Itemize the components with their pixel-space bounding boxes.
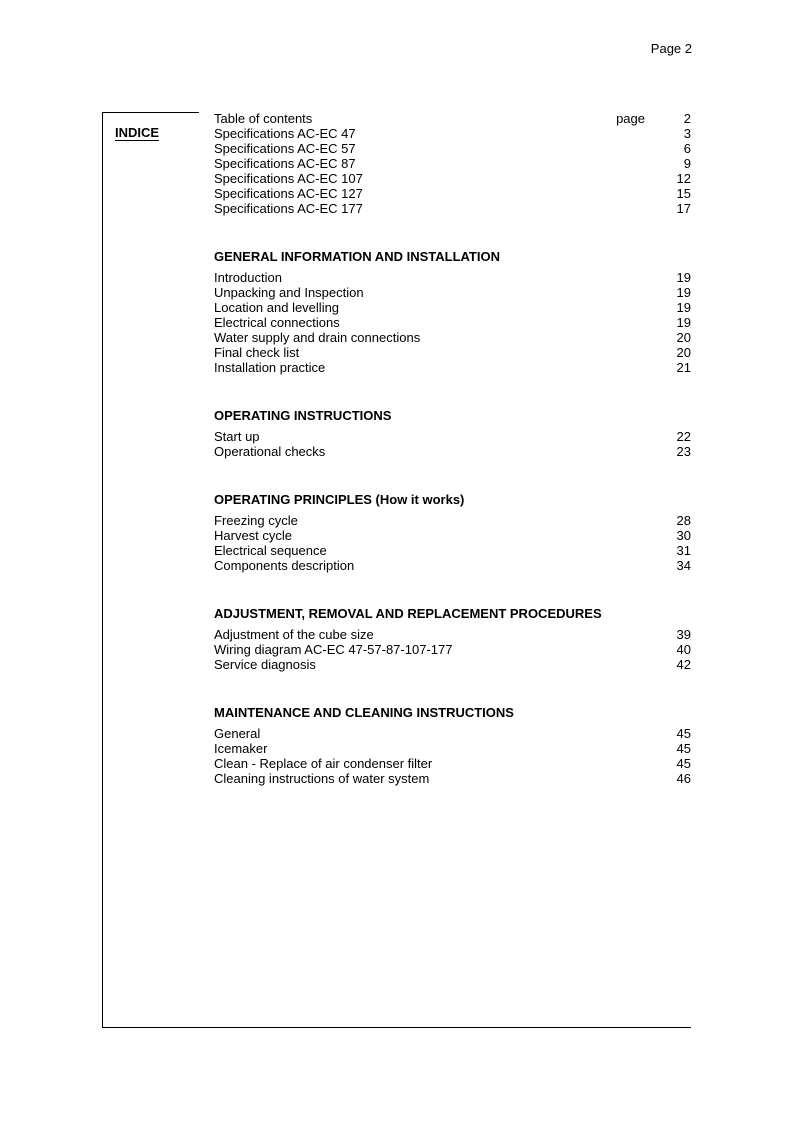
toc-entry bbox=[214, 111, 691, 126]
toc-entry bbox=[214, 429, 691, 444]
toc-section bbox=[214, 408, 691, 459]
contents-list bbox=[214, 111, 691, 216]
toc-entry-page: 40 bbox=[676, 642, 691, 657]
toc-entry-label: Installation practice bbox=[214, 360, 326, 375]
toc-entry bbox=[214, 543, 691, 558]
toc-entry-page: 17 bbox=[676, 201, 691, 216]
toc-entry-label: Adjustment of the cube size bbox=[214, 627, 374, 642]
toc-entry bbox=[214, 756, 691, 771]
toc-entry bbox=[214, 558, 691, 573]
toc-entry bbox=[214, 156, 691, 171]
section-title: OPERATING INSTRUCTIONS bbox=[214, 408, 392, 423]
toc-entry bbox=[214, 171, 691, 186]
toc-entry-page: 46 bbox=[676, 771, 691, 786]
toc-entry-label: Electrical sequence bbox=[214, 543, 327, 558]
section-title: MAINTENANCE AND CLEANING INSTRUCTIONS bbox=[214, 705, 514, 720]
toc-entry bbox=[214, 201, 691, 216]
toc-entry bbox=[214, 126, 691, 141]
sections-container bbox=[214, 249, 691, 786]
toc-entry-page: 45 bbox=[676, 741, 691, 756]
toc-entry-label: Wiring diagram AC-EC 47-57-87-107-177 bbox=[214, 642, 453, 657]
toc-entry-label: Specifications AC-EC 47 bbox=[214, 126, 356, 141]
toc-entry-label: Final check list bbox=[214, 345, 300, 360]
toc-entry-label: Electrical connections bbox=[214, 315, 340, 330]
toc-entry-label: Operational checks bbox=[214, 444, 326, 459]
section-title: OPERATING PRINCIPLES (How it works) bbox=[214, 492, 465, 507]
toc-entry bbox=[214, 360, 691, 375]
toc-entry-label: Start up bbox=[214, 429, 260, 444]
toc-entry-label: Specifications AC-EC 57 bbox=[214, 141, 356, 156]
table-of-contents bbox=[214, 111, 691, 786]
section-title: ADJUSTMENT, REMOVAL AND REPLACEMENT PROCEDURES bbox=[214, 606, 602, 621]
toc-entry-page: 9 bbox=[683, 156, 691, 171]
toc-entry bbox=[214, 444, 691, 459]
frame-left-rule bbox=[102, 112, 103, 1027]
toc-section bbox=[214, 705, 691, 786]
toc-entry-label: Specifications AC-EC 177 bbox=[214, 201, 363, 216]
page-number: Page 2 bbox=[650, 41, 692, 56]
toc-entry-page: 22 bbox=[676, 429, 691, 444]
toc-entry-page: 3 bbox=[683, 126, 691, 141]
toc-entry-page: 19 bbox=[676, 270, 691, 285]
toc-entry-label: Components description bbox=[214, 558, 355, 573]
frame-top-rule bbox=[102, 112, 199, 113]
toc-entry-page: 19 bbox=[676, 285, 691, 300]
toc-entry bbox=[214, 528, 691, 543]
toc-section bbox=[214, 492, 691, 573]
toc-entry-page: 30 bbox=[676, 528, 691, 543]
toc-entry-page: 21 bbox=[676, 360, 691, 375]
toc-entry-label: Harvest cycle bbox=[214, 528, 293, 543]
toc-entry bbox=[214, 657, 691, 672]
toc-entry-label: Service diagnosis bbox=[214, 657, 316, 672]
toc-entry bbox=[214, 627, 691, 642]
toc-entry-label: General bbox=[214, 726, 261, 741]
toc-entry bbox=[214, 345, 691, 360]
toc-section bbox=[214, 249, 691, 375]
toc-entry bbox=[214, 141, 691, 156]
toc-entry-label: Table of contents bbox=[214, 111, 313, 126]
toc-entry bbox=[214, 726, 691, 741]
toc-entry-page: 6 bbox=[683, 141, 691, 156]
toc-section bbox=[214, 606, 691, 672]
toc-entry-label: Specifications AC-EC 87 bbox=[214, 156, 356, 171]
toc-entry-page: 20 bbox=[676, 330, 691, 345]
toc-entry-page: 45 bbox=[676, 756, 691, 771]
toc-entry-label: Specifications AC-EC 127 bbox=[214, 186, 363, 201]
toc-entry bbox=[214, 513, 691, 528]
toc-entry-label: Clean - Replace of air condenser filter bbox=[214, 756, 433, 771]
toc-entry-label: Specifications AC-EC 107 bbox=[214, 171, 363, 186]
toc-entry-label: Freezing cycle bbox=[214, 513, 298, 528]
toc-entry-page: 39 bbox=[676, 627, 691, 642]
toc-entry-page: 2 bbox=[683, 111, 691, 126]
toc-entry bbox=[214, 330, 691, 345]
toc-entry-page: 20 bbox=[676, 345, 691, 360]
toc-entry-page: 19 bbox=[676, 315, 691, 330]
toc-entry-label: Cleaning instructions of water system bbox=[214, 771, 430, 786]
toc-entry-page: 15 bbox=[676, 186, 691, 201]
toc-entry-label: Unpacking and Inspection bbox=[214, 285, 364, 300]
toc-entry-page: 34 bbox=[676, 558, 691, 573]
side-heading: INDICE bbox=[115, 125, 160, 140]
toc-entry-label: Water supply and drain connections bbox=[214, 330, 421, 345]
toc-entry-page: 42 bbox=[676, 657, 691, 672]
toc-entry-label: Icemaker bbox=[214, 741, 268, 756]
toc-entry bbox=[214, 300, 691, 315]
toc-entry bbox=[214, 285, 691, 300]
toc-entry bbox=[214, 741, 691, 756]
toc-entry bbox=[214, 771, 691, 786]
section-title: GENERAL INFORMATION AND INSTALLATION bbox=[214, 249, 500, 264]
toc-entry-label: Location and levelling bbox=[214, 300, 340, 315]
toc-entry-page: 31 bbox=[676, 543, 691, 558]
toc-entry-label: Introduction bbox=[214, 270, 282, 285]
toc-entry-page: 28 bbox=[676, 513, 691, 528]
toc-entry bbox=[214, 270, 691, 285]
toc-entry bbox=[214, 642, 691, 657]
page-column-header: page bbox=[616, 111, 645, 126]
toc-entry-page: 45 bbox=[676, 726, 691, 741]
toc-entry bbox=[214, 315, 691, 330]
toc-entry-page: 19 bbox=[676, 300, 691, 315]
toc-entry bbox=[214, 186, 691, 201]
toc-entry-page: 23 bbox=[676, 444, 691, 459]
frame-bottom-rule bbox=[102, 1027, 691, 1028]
toc-entry-page: 12 bbox=[676, 171, 691, 186]
